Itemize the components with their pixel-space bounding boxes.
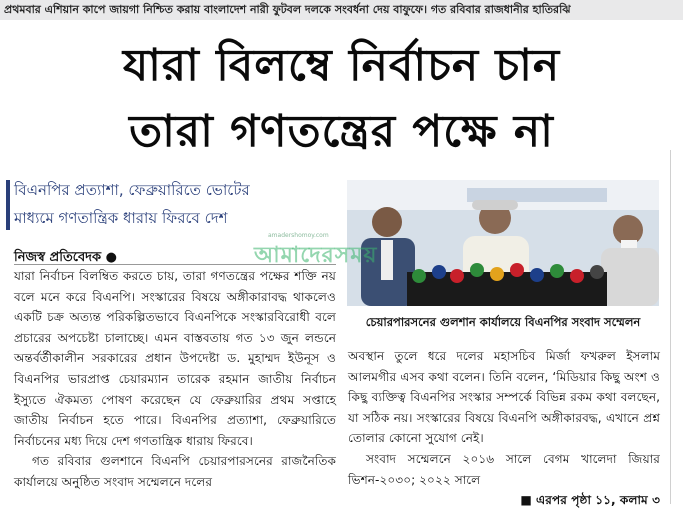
watermark-url: amadershomoy.com (268, 232, 329, 239)
headline-line-1: যারা বিলম্বে নির্বাচন চান (122, 40, 561, 91)
photo-caption: চেয়ারপারসনের গুলশান কার্যালয়ে বিএনপির সংবাদ সম্মেলন (365, 315, 641, 329)
body-paragraph: যারা নির্বাচন বিলম্বিত করতে চায়, তারা গণতন্ত্রের পক্ষের শক্তি নয় বলে মনে করে বিএনপি। সংস্কারের বিষয়ে অঙ্গীকারাবদ্ধ থাকলেও একটি চক্র অত্যন্ত পরিকল্পিতভাবে বিএনপিকে সংস্কারবিরোধী বলে প্রচারের অপচেষ্টা চালাচ্ছে। এমন বাস্তবতায় গত ১৩ জুন লন্ডনে অন্তর্বর্তীকালীন সরকারের প্রধান উপদেষ্টা ড. মুহাম্মদ ইউনূস ও বিএনপির ভারপ্রাপ্ত চেয়ারম্যান তারেক রহমান জাতীয় নির্বাচন ইস্যুতে ঐকমত্য পোষণ করেছেন যে ফেব্রুয়ারির প্রথম সপ্তাহে জাতীয় নির্বাচন হতে পারে। বিএনপির প্রত্যাশা, ফেব্রুয়ারিতে নির্বাচনের মধ্য দিয়ে দেশ গণতান্ত্রিক ধারায় ফিরবে। (14, 269, 336, 448)
body-paragraph: অবস্থান তুলে ধরে দলের মহাসচিব মির্জা ফখরুল ইসলাম আলমগীর এসব কথা বলেন। তিনি বলেন, ‘মিডিয়ার কিছু অংশ ও কিছু ব্যক্তিত্ব বিএনপির সংস্কার সম্পর্কে বিভিন্ন রকম কথা বলছেন, যা সঠিক নয়। সংস্কারের বিষয়ে বিএনপি অঙ্গীকারবদ্ধ, এখানে প্রশ্ন তোলার কোনো সুযোগ নেই। (348, 349, 660, 446)
body-paragraph: গত রবিবার গুলশানে বিএনপি চেয়ারপারসনের রাজনৈতিক কার্যালয়ে অনুষ্ঠিত সংবাদ সম্মেলনে দলের (14, 454, 336, 489)
photo-illustration (347, 180, 659, 306)
subhead-line-2: মাধ্যমে গণতান্ত্রিক ধারায় ফিরবে দেশ (14, 209, 228, 227)
byline: নিজস্ব প্রতিবেদক ● (14, 250, 117, 265)
top-news-strip: প্রথমবার এশিয়ান কাপে জায়গা নিশ্চিত করায় বাংলাদেশ নারী ফুটবল দলকে সংবর্ধনা দেয় বাফুফে। গত রবিবার রাজধানীর হাতিরঝি (0, 0, 683, 20)
continued-on-page-label: ■ এরপর পৃষ্ঠা ১১, কলাম ৩ (520, 493, 660, 508)
article-body-right (348, 346, 660, 511)
headline-line-2: তারা গণতন্ত্রের পক্ষে না (129, 106, 554, 157)
subheadline (14, 176, 336, 232)
press-conference-photo (347, 180, 659, 306)
column-divider (670, 150, 683, 504)
body-paragraph: সংবাদ সম্মেলনে ২০১৬ সালে বেগম খালেদা জিয়ার ভিশন-২০৩০; ২০২২ সালে (348, 451, 660, 487)
article-body-left (14, 266, 336, 493)
subhead-line-1: বিএনপির প্রত্যাশা, ফেব্রুয়ারিতে ভোটের (14, 181, 250, 199)
subhead-accent-bar (6, 180, 10, 230)
publication-watermark: আমাদেরসময় (254, 243, 378, 268)
